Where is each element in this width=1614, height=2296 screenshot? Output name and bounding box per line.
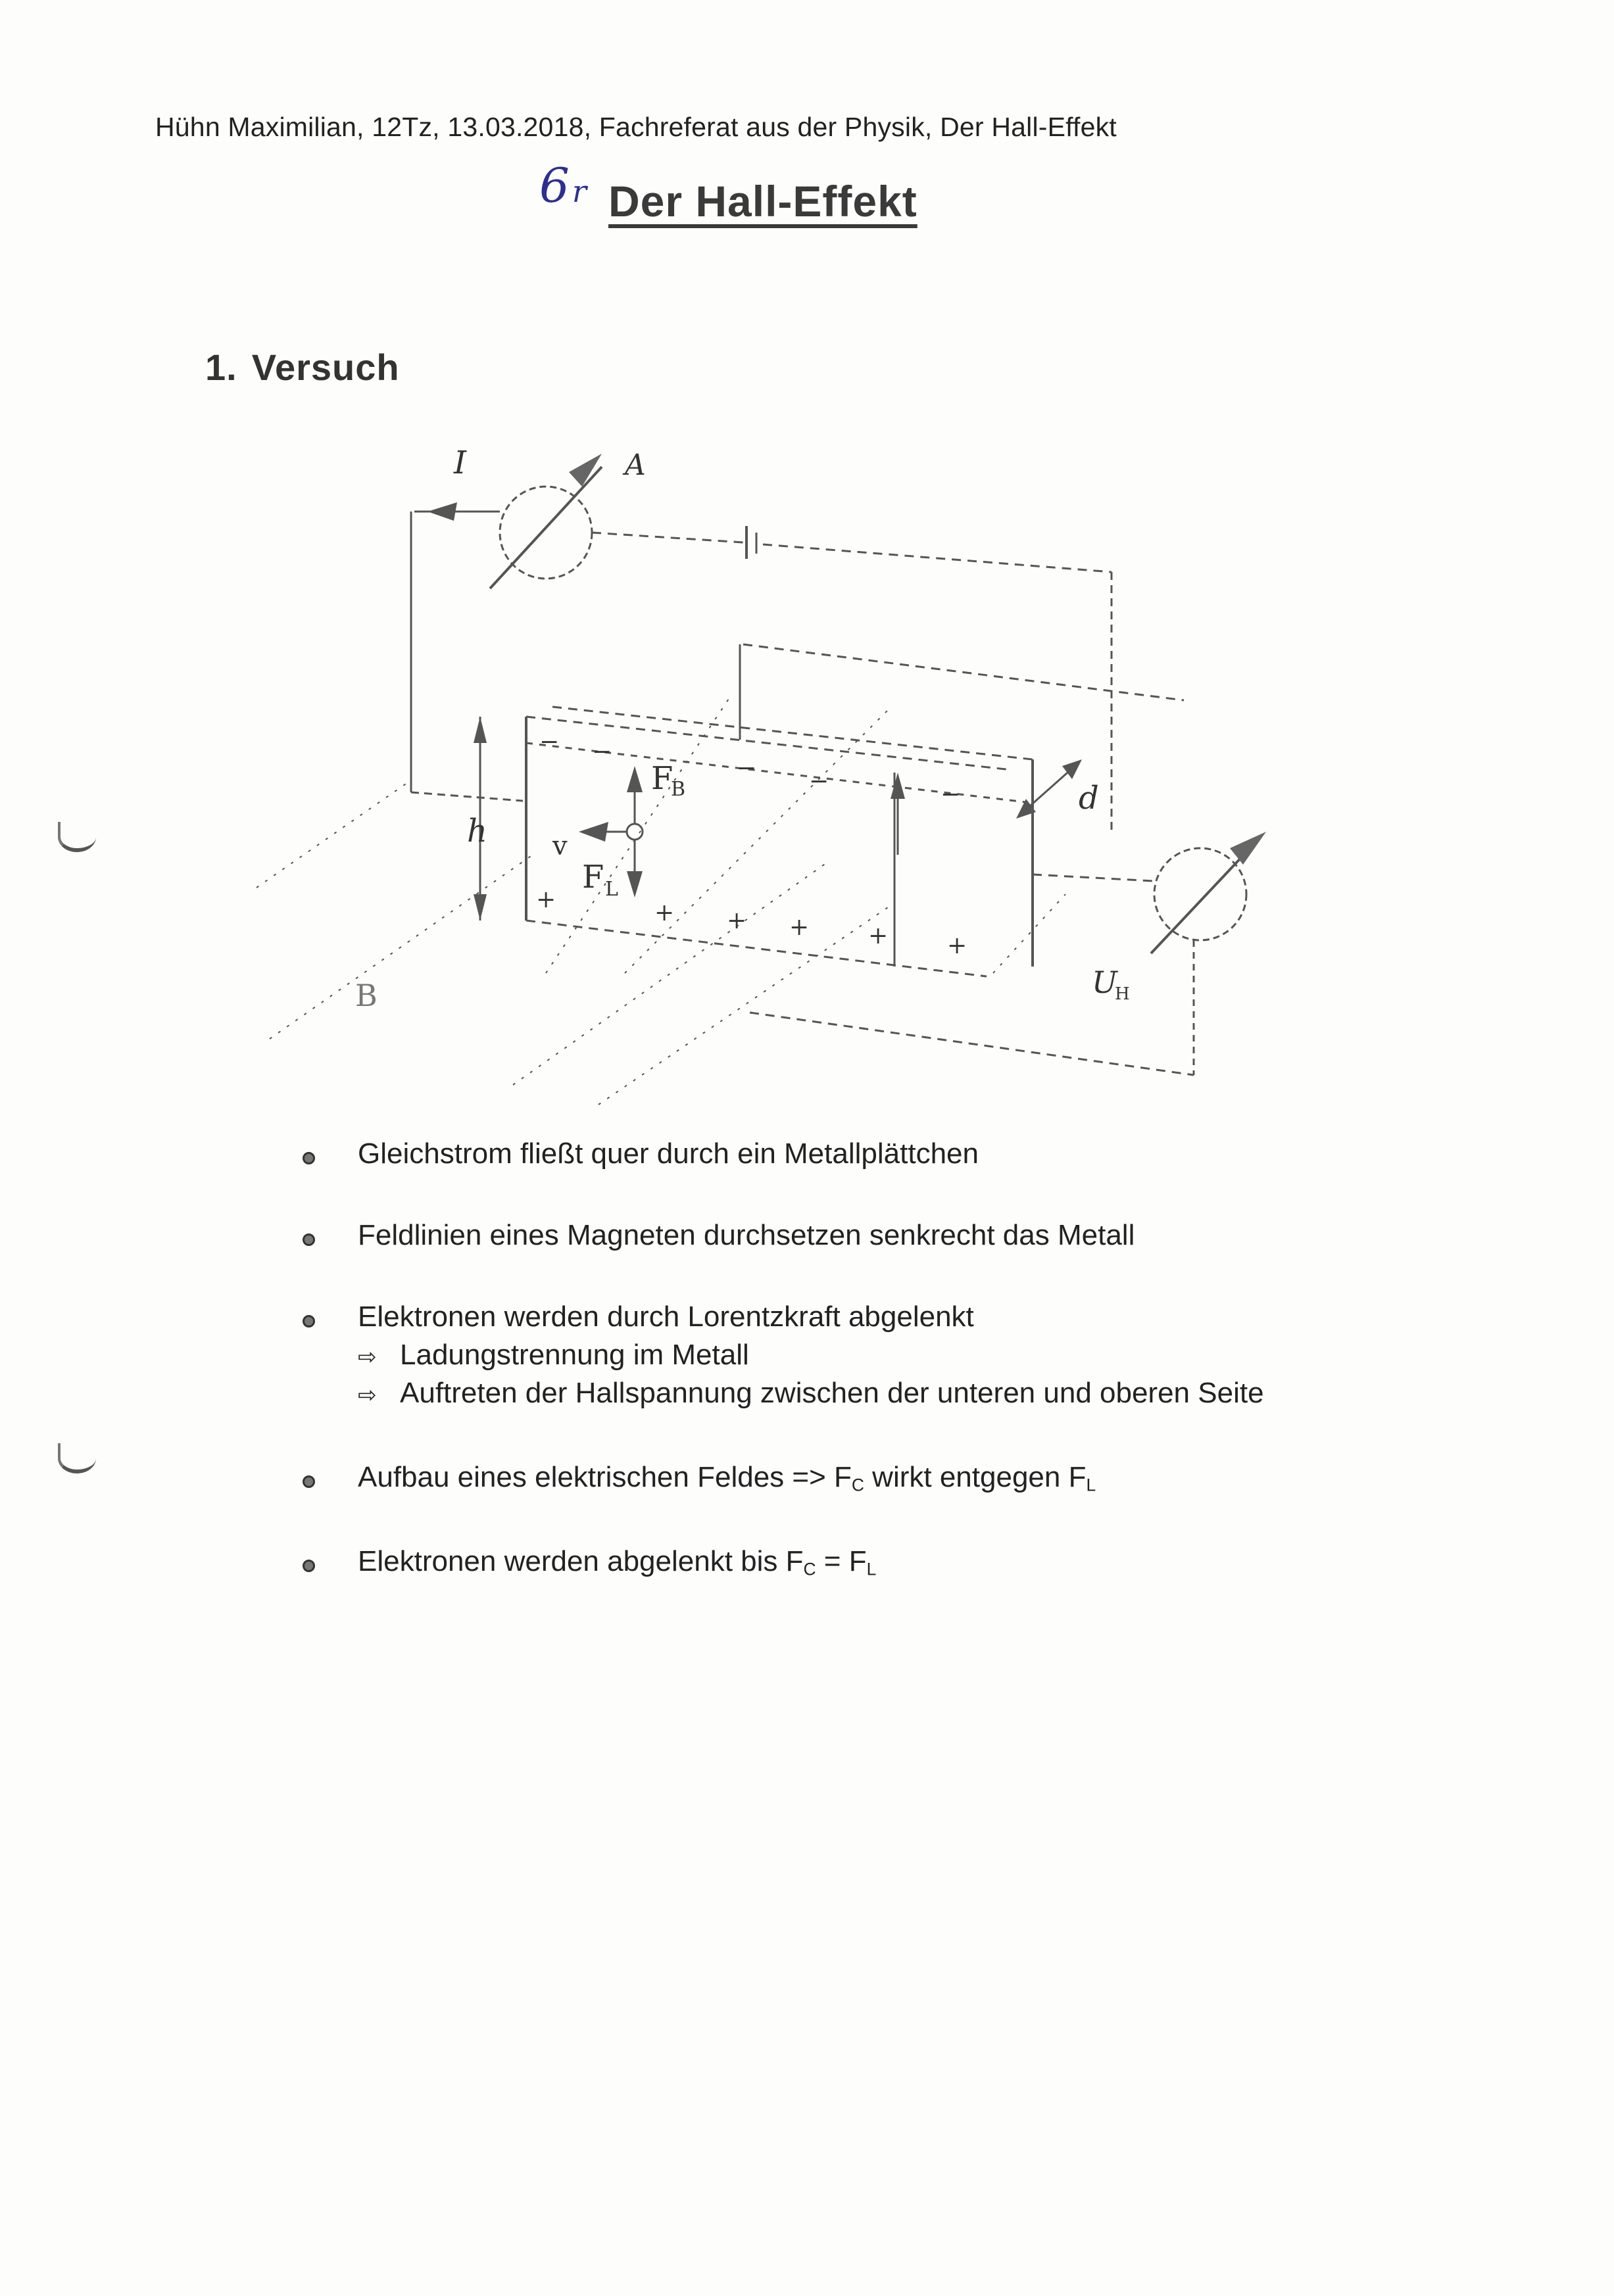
wire-left-bottom [411,792,523,801]
field-line-2 [270,855,533,1039]
section-number: 1. [205,347,237,388]
label-ammeter: A [625,448,646,482]
bullet-dot [303,1475,315,1488]
section-title: Versuch [251,347,400,388]
punch-hole-mark [58,822,96,852]
document-title: Der Hall-Effekt [608,177,917,226]
document-header: Hühn Maximilian, 12Tz, 13.03.2018, Fachreferat aus der Physik, Der Hall-Effekt [155,112,1117,142]
label-height: h [467,813,487,849]
minus-sign-1: − [539,729,560,755]
force-b-head [627,766,643,792]
force-l-head [627,871,643,897]
text-part: wirkt entgegen F [864,1461,1087,1493]
label-current: I [454,444,466,481]
bullet-dot [303,1152,315,1164]
minus-sign-4: − [809,768,829,795]
height-arrow-up [474,717,487,743]
text-part: = F [816,1545,867,1577]
plus-sign-2: + [654,899,675,926]
wire-voltmeter-top [1033,874,1154,881]
bullet-text: Feldlinien eines Magneten durchsetzen senkrecht das Metall [358,1219,1135,1251]
velocity-head [579,822,608,842]
label-hall-voltage: U [1092,965,1117,1000]
text-part: Elektronen werden abgelenkt bis F [358,1545,804,1577]
arrow-icon: ⇨ [358,1345,377,1370]
bullet-text [358,1461,1096,1496]
minus-sign-3: − [737,755,757,782]
field-line-4 [599,907,888,1105]
sub-item-text: Auftreten der Hallspannung zwischen der unteren und oberen Seite [400,1377,1264,1409]
section-heading [205,346,400,389]
label-force-l: F [582,859,604,896]
label-hall-voltage-sub: H [1115,984,1130,1004]
bullet-dot [303,1315,315,1327]
bullet-dot [303,1233,315,1246]
text-part: Aufbau eines elektrischen Feldes => F [358,1461,852,1493]
height-arrow-down [474,894,487,921]
plate-bottom-front [526,921,987,976]
plus-sign-4: + [789,914,810,941]
plate-top-back [552,707,1033,759]
minus-sign-2: − [592,738,612,765]
wire-ammeter-right [592,533,743,542]
thickness-head-top [1062,759,1082,779]
voltmeter-circle [1154,848,1246,940]
hall-effect-diagram [237,434,1289,1118]
wire-battery-right [763,544,1112,572]
label-force-b-sub: B [671,778,686,801]
field-line-7 [993,894,1065,973]
bullet-text [358,1545,876,1580]
sub-item-text: Ladungstrennung im Metall [400,1339,749,1371]
bullet-text: Elektronen werden durch Lorentzkraft abgelenkt [358,1301,974,1333]
wire-top-back [743,644,1184,700]
bullet-text: Gleichstrom fließt quer durch ein Metallplättchen [358,1137,979,1170]
sub-item [358,1339,749,1372]
field-line-3 [513,861,829,1085]
plus-sign-1: + [536,886,556,913]
handwritten-grade-mark [539,158,587,213]
plus-sign-3: + [727,907,747,934]
bullet-dot [303,1560,315,1572]
ammeter-needle [490,467,602,588]
voltmeter-arrow [1230,832,1266,865]
current-arrow [428,502,457,521]
label-field: B [355,978,378,1013]
punch-hole-mark [58,1443,96,1473]
minus-sign-5: − [941,781,961,808]
subscript: L [1086,1475,1096,1495]
field-line-1 [257,782,408,888]
subscript: C [851,1475,864,1495]
subscript: L [866,1559,877,1579]
grade-number: 6 [539,158,570,213]
plus-sign-5: + [868,922,889,949]
ammeter-circle [500,487,592,579]
plus-sign-6: + [947,932,967,959]
label-force-b: F [651,760,673,797]
field-line-6 [625,710,888,973]
sub-item [358,1377,1264,1410]
label-force-l-sub: L [605,878,618,901]
label-thickness: d [1079,780,1099,817]
ammeter-arrow [569,454,602,487]
label-velocity: v [552,831,568,861]
grade-tick: r [572,174,587,209]
arrow-icon: ⇨ [358,1383,377,1408]
wire-voltmeter-bottom [750,1013,1194,1075]
subscript: C [803,1559,816,1579]
